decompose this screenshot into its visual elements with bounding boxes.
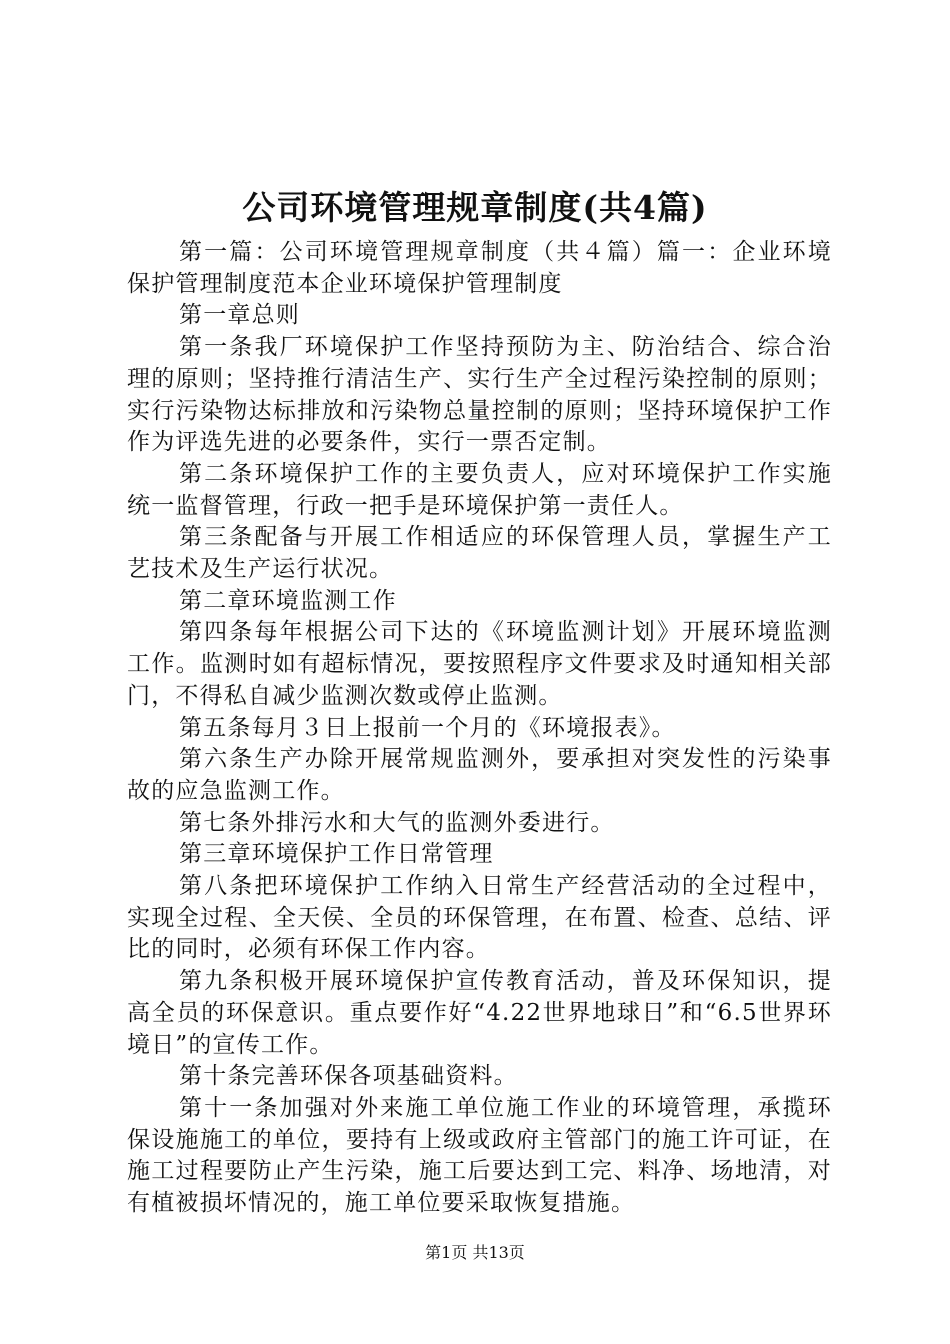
article-1: 第一条我厂环境保护工作坚持预防为主、防治结合、综合治理的原则；坚持推行清洁生产、实行生产全过程污染控制的原则；实行污染物达标排放和污染物总量控制的原则；坚持环境保护工作作为评选先进的必要条件，实行一票否定制。 — [127, 334, 832, 456]
page-number-footer: 第1页 共13页 — [425, 1243, 525, 1262]
chapter-heading-3: 第三章环境保护工作日常管理 — [179, 841, 494, 868]
article-9: 第九条积极开展环境保护宣传教育活动，普及环保知识，提高全员的环保意识。重点要作好“4.22世界地球日”和“6.5世界环境日”的宣传工作。 — [127, 968, 832, 1058]
document-title: 公司环境管理规章制度(共4篇) — [242, 188, 708, 227]
paragraph-intro: 第一篇：公司环境管理规章制度（共４篇）篇一：企业环境保护管理制度范本企业环境保护管理制度 — [127, 239, 832, 297]
document-body — [127, 237, 832, 1220]
article-11: 第十一条加强对外来施工单位施工作业的环境管理，承揽环保设施施工的单位，要持有上级或政府主管部门的施工许可证，在施工过程要防止产生污染，施工后要达到工完、料净、场地清，对有植被损坏情况的，施工单位要采取恢复措施。 — [127, 1094, 832, 1217]
article-5: 第五条每月３日上报前一个月的《环境报表》。 — [179, 714, 676, 741]
article-6: 第六条生产办除开展常规监测外，要承担对突发性的污染事故的应急监测工作。 — [127, 746, 832, 804]
chapter-heading-2: 第二章环境监测工作 — [179, 587, 397, 614]
article-7: 第七条外排污水和大气的监测外委进行。 — [179, 809, 615, 836]
article-4: 第四条每年根据公司下达的《环境监测计划》开展环境监测工作。监测时如有超标情况，要按照程序文件要求及时通知相关部门，不得私自减少监测次数或停止监测。 — [127, 619, 832, 709]
article-3: 第三条配备与开展工作相适应的环保管理人员，掌握生产工艺技术及生产运行状况。 — [127, 524, 832, 583]
article-8: 第八条把环境保护工作纳入日常生产经营活动的全过程中，实现全过程、全天侯、全员的环保管理，在布置、检查、总结、评比的同时，必须有环保工作内容。 — [127, 873, 832, 963]
article-2: 第二条环境保护工作的主要负责人，应对环境保护工作实施统一监督管理，行政一把手是环境保护第一责任人。 — [127, 460, 832, 519]
chapter-heading-1: 第一章总则 — [179, 302, 300, 329]
article-10: 第十条完善环保各项基础资料。 — [179, 1063, 518, 1090]
